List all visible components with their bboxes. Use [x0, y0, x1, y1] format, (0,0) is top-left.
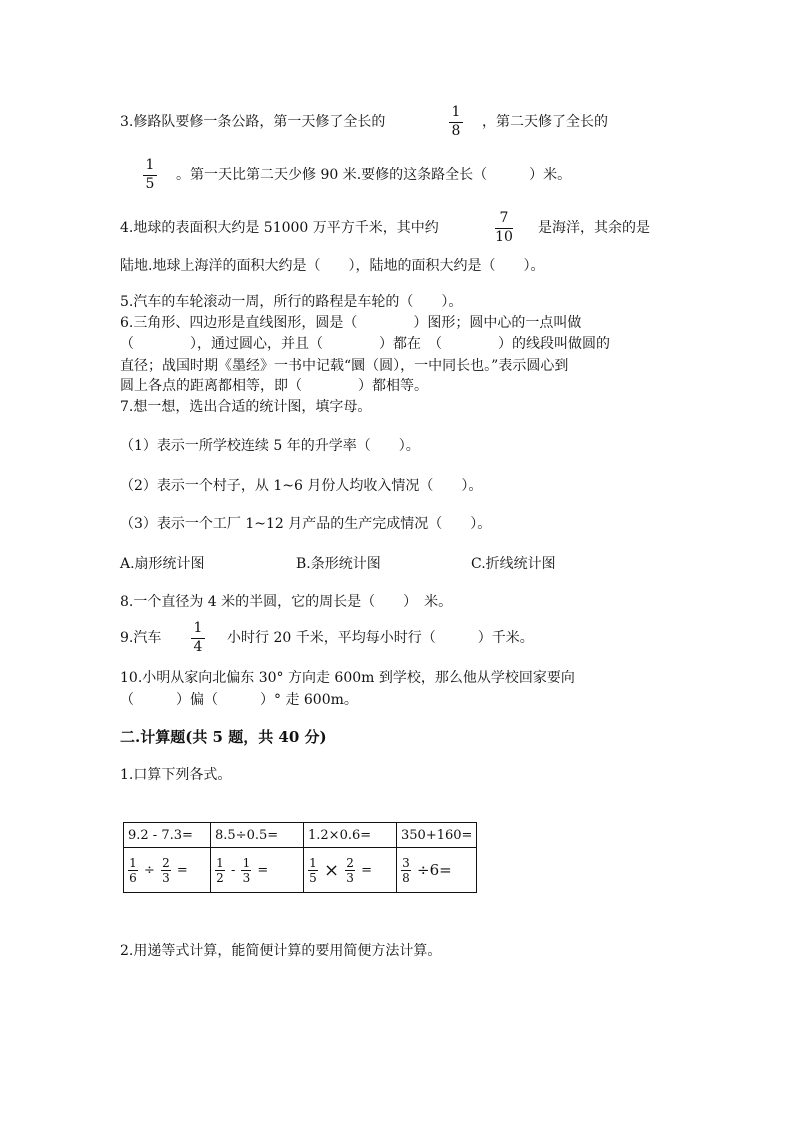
equals-sign: =: [361, 862, 372, 878]
mental-arithmetic-table: [123, 822, 477, 893]
q9-text-a: 9.汽车: [120, 630, 162, 646]
q7-title: 7.想一想，选出合适的统计图，填字母。: [120, 399, 372, 415]
q10-line2: （ ）偏（ ）° 走 600m。: [120, 692, 358, 708]
fraction: $\frac{2}{3}$: [162, 855, 170, 885]
q7-option-c: C.折线统计图: [471, 556, 556, 572]
q7-option-a: A.扇形统计图: [120, 556, 205, 572]
table-cell: 8.5÷0.5=: [211, 823, 304, 848]
table-cell: [397, 848, 477, 893]
equals-sign: =: [176, 862, 188, 878]
table-row: [124, 823, 477, 848]
q6-line2: （ ），通过圆心，并且（ ）都在 （ ）的线段叫做圆的: [120, 336, 610, 352]
q10-line1: 10.小明从家向北偏东 30° 方向走 600m 到学校，那么他从学校回家要向: [120, 670, 575, 686]
section-heading: 二.计算题(共 5 题，共 40 分): [120, 728, 327, 746]
operator: ÷: [144, 862, 155, 878]
calc1-title: 1.口算下列各式。: [120, 767, 232, 783]
table-cell: 1.2×0.6=: [304, 823, 397, 848]
q3-line1-text: 3.修路队要修一条公路，第一天修了全长的: [120, 114, 386, 130]
table-cell: 9.2 - 7.3=: [124, 823, 211, 848]
table-row: [124, 848, 477, 893]
table-cell: [124, 848, 211, 893]
operator: -: [231, 862, 236, 878]
operator: ×: [324, 859, 340, 881]
q9-fraction: 1 4: [191, 621, 205, 655]
q3-line1-tail: ，第二天修了全长的: [482, 114, 608, 130]
table-cell: 350+160=: [397, 823, 477, 848]
q4-line1-tail: 是海洋，其余的是: [538, 220, 650, 236]
table-cell: [211, 848, 304, 893]
fraction: $\frac{3}{8}$: [402, 855, 410, 885]
q7-sub2: （2）表示一个村子，从 1~6 月份人均收入情况（ ）。: [120, 478, 483, 494]
q5-text: 5.汽车的车轮滚动一周，所行的路程是车轮的（ ）。: [120, 294, 463, 310]
fraction: $\frac{1}{2}$: [216, 855, 224, 885]
q8-text: 8.一个直径为 4 米的半圆，它的周长是（ ） 米。: [120, 594, 453, 610]
q4-line1-text: 4.地球的表面积大约是 51000 万平方千米，其中约: [120, 220, 439, 236]
q4-line2-text: 陆地.地球上海洋的面积大约是（ ），陆地的面积大约是（ ）。: [120, 258, 545, 274]
q4-fraction: 7 10: [495, 210, 513, 245]
q9-text-b: 小时行 20 千米，平均每小时行（ ）千米。: [227, 630, 534, 646]
operator: ÷6=: [417, 861, 452, 879]
fraction: $\frac{1}{6}$: [129, 855, 137, 885]
q6-line4: 圆上各点的距离都相等，即（ ）都相等。: [120, 378, 428, 394]
table-cell: [304, 848, 397, 893]
q7-option-b: B.条形统计图: [296, 556, 381, 572]
q6-line1: 6.三角形、四边形是直线图形，圆是（ ）图形；圆中心的一点叫做: [120, 315, 582, 331]
fraction: $\frac{1}{5}$: [309, 855, 317, 885]
fraction: $\frac{2}{3}$: [346, 855, 354, 885]
q6-line3: 直径；战国时期《墨经》一书中记载“圜（圆），一中同长也。”表示圆心到: [120, 358, 569, 374]
calc2-title: 2.用递等式计算，能简便计算的要用简便方法计算。: [120, 943, 442, 959]
q3-fraction-1: 1 8: [449, 105, 463, 139]
equals-sign: =: [257, 862, 269, 878]
q3-line2-text: 。第一天比第二天少修 90 米.要修的这条路全长（ ）米。: [176, 167, 572, 183]
q7-sub1: （1）表示一所学校连续 5 年的升学率（ ）。: [120, 438, 420, 454]
q3-fraction-2: 1 5: [143, 158, 157, 192]
fraction: $\frac{1}{3}$: [242, 855, 251, 885]
q7-sub3: （3）表示一个工厂 1~12 月产品的生产完成情况（ ）。: [120, 516, 492, 532]
